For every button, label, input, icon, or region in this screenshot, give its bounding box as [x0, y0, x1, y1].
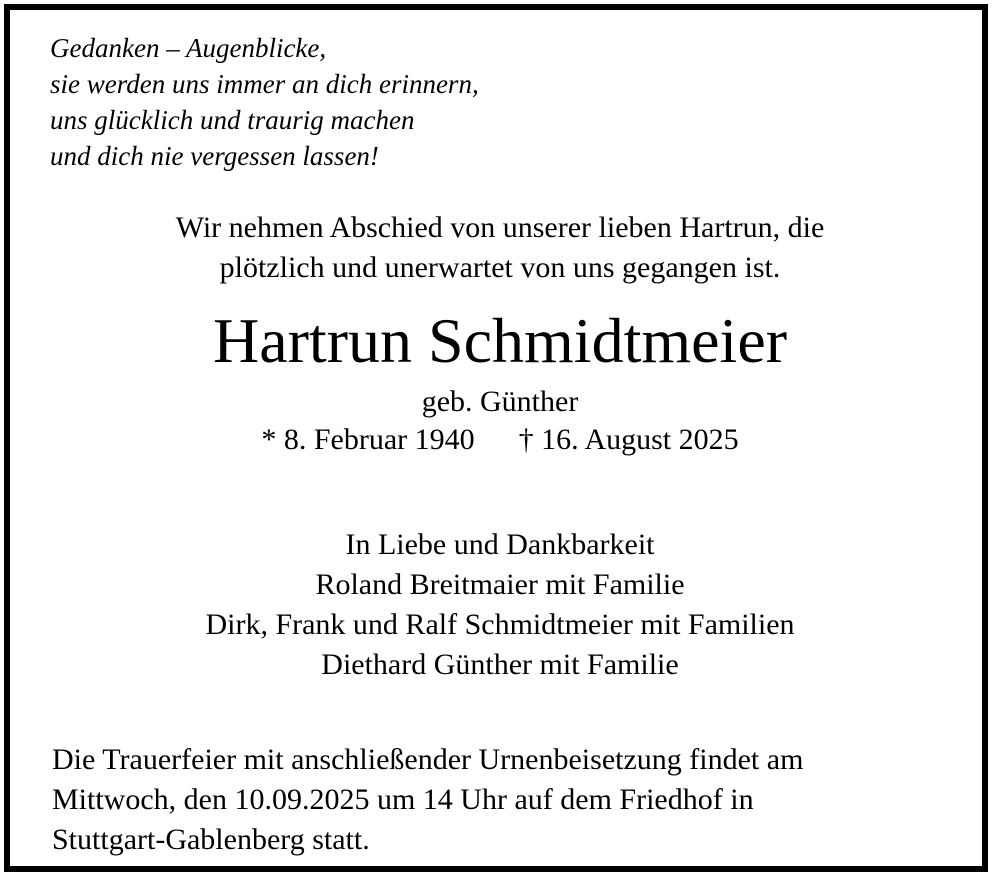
- funeral-info: [52, 740, 803, 860]
- birth-date: * 8. Februar 1940: [261, 423, 475, 456]
- maiden-name: geb. Günther: [421, 385, 579, 418]
- death-date: † 16. August 2025: [518, 423, 739, 456]
- mourners-line: Dirk, Frank und Ralf Schmidtmeier mit Familien: [205, 608, 795, 641]
- mourners-line: In Liebe und Dankbarkeit: [345, 528, 655, 561]
- poem-line: und dich nie vergessen lassen!: [50, 141, 379, 171]
- poem-line: Gedanken – Augenblicke,: [50, 33, 327, 63]
- funeral-line: Stuttgart-Gablenberg statt.: [52, 823, 370, 856]
- mourners-list: [0, 525, 1000, 685]
- life-dates: [0, 421, 1000, 459]
- mourners-line: Diethard Günther mit Familie: [321, 648, 679, 681]
- funeral-line: Mittwoch, den 10.09.2025 um 14 Uhr auf dem Friedhof in: [52, 783, 754, 816]
- poem-line: uns glücklich und traurig machen: [50, 105, 415, 135]
- farewell-line: Wir nehmen Abschied von unserer lieben Hartrun, die: [175, 211, 825, 244]
- poem: [50, 30, 479, 174]
- farewell-text: [0, 208, 1000, 288]
- mourners-line: Roland Breitmaier mit Familie: [315, 568, 685, 601]
- poem-line: sie werden uns immer an dich erinnern,: [50, 69, 479, 99]
- deceased-name: Hartrun Schmidtmeier: [212, 305, 788, 376]
- farewell-line: plötzlich und unerwartet von uns gegangen ist.: [219, 251, 781, 284]
- funeral-line: Die Trauerfeier mit anschließender Urnenbeisetzung findet am: [52, 743, 804, 776]
